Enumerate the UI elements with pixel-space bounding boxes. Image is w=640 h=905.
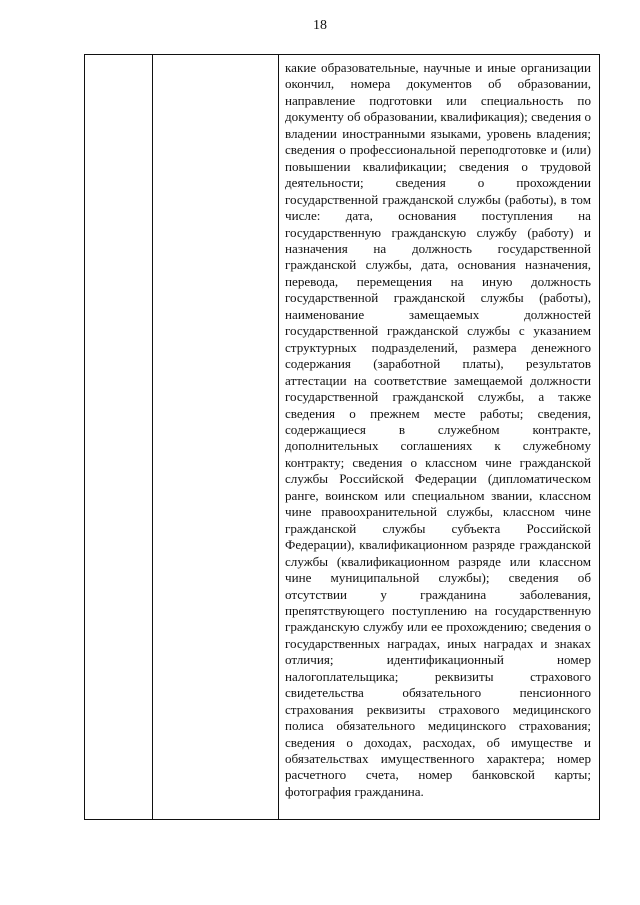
column-divider-first: [152, 55, 153, 819]
page-number: 18: [313, 18, 327, 33]
table-cell-text: какие образовательные, научные и иные организации окончил, номера документов об образовании, направление подготовки или специальность по документу об образовании, квалификация); сведения о владении иностранными языками, уровень владения; сведения о профессиональной переподготовке и (или) повышении квалификации; сведения о трудовой деятельности; сведения о прохождении государственной гражданской службы (работы), в том числе: дата, основания поступления на государственную гражданскую службу (работу) и назначения на должность государственной гражданской службы, дата, основания назначения, перевода, перемещения на иную должность государственной гражданской службы (работы), наименование замещаемых должностей государственной гражданской службы с указанием структурных подразделений, размера денежного содержания (заработной платы), результатов аттестации на соответствие замещаемой должности государственной гражданской службы, а также сведения о прежнем месте работы; сведения, содержащиеся в служебном контракте, дополнительных соглашениях к служебному контракту; сведения о классном чине гражданской службы Российской Федерации (дипломатическом ранге, воинском или специальном звании, классном чине правоохранительной службы, классном чине гражданской службы субъекта Российской Федерации), квалификационном разряде гражданской службы (квалификационном разряде или классном чине муниципальной службы); сведения об отсутствии у гражданина заболевания, препятствующего поступлению на государственную гражданскую службу или ее прохождению; сведения о государственных наградах, иных наградах и знаках отличия; идентификационный номер налогоплательщика; реквизиты страхового свидетельства обязательного пенсионного страхования реквизиты страхового медицинского полиса обязательного медицинского страхования; сведения о доходах, расходах, об имуществе и обязательствах имущественного характера; номер расчетного счета, номер банковской карты; фотография гражданина.: [285, 60, 591, 799]
column-divider-second: [278, 55, 279, 819]
document-table: [84, 54, 600, 820]
